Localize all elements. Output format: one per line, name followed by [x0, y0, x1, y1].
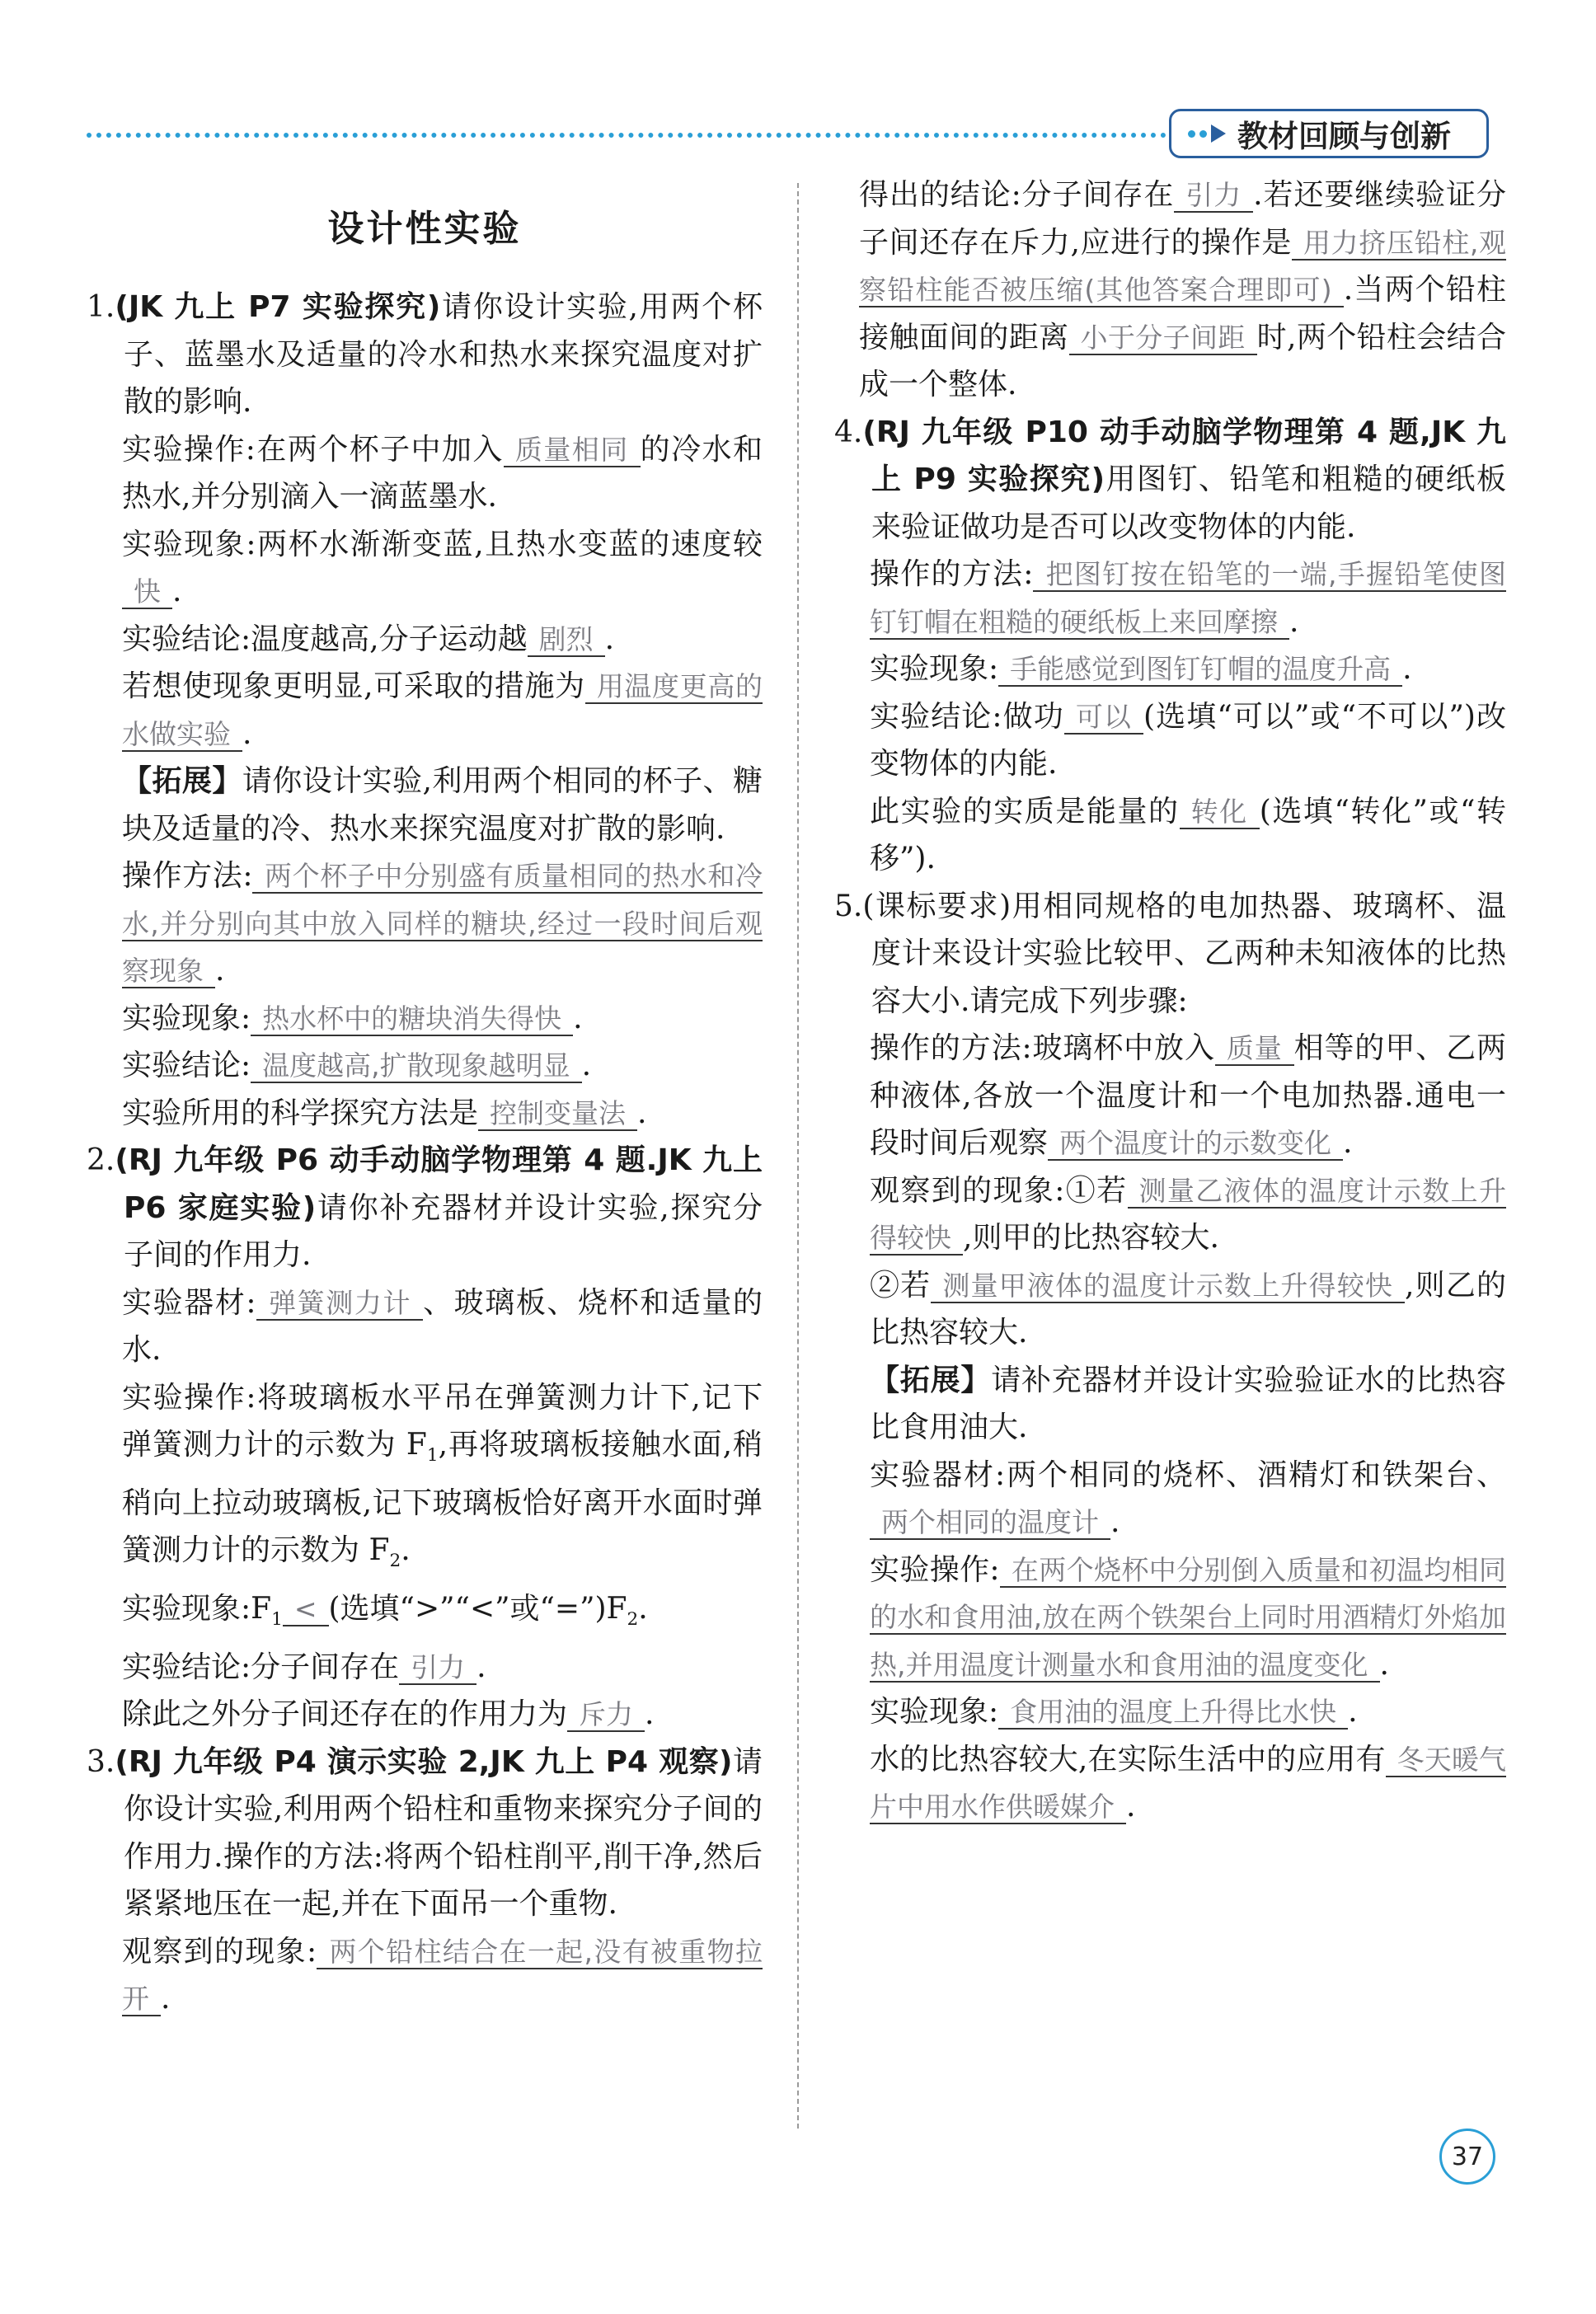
text: . [637, 1096, 647, 1130]
question-source: (课标要求) [862, 889, 1012, 923]
answer-blank: 引力 [399, 1651, 476, 1685]
text: .当两个铅柱接触面间的距离 [859, 273, 1506, 354]
section-tag [1169, 109, 1489, 158]
question-5 [834, 883, 1506, 1831]
text: 实验现象:F [122, 1591, 272, 1626]
text: 操作的方法:玻璃杯中放入 [870, 1031, 1215, 1065]
text: 的冷水和热水,并分别滴入一滴蓝墨水. [122, 432, 763, 514]
answer-blank: 冬天暖气片中用水作供暖媒介 [870, 1743, 1507, 1823]
text: . [161, 1982, 171, 2016]
text: 实验现象:两杯水渐渐变蓝,且热水变蓝的速度较 [122, 527, 763, 561]
answer-blank: 用温度更高的水做实验 [122, 670, 763, 750]
text: 、玻璃板、烧杯和适量的水. [122, 1285, 763, 1367]
answer-blank: 两个铅柱结合在一起,没有被重物拉开 [122, 1935, 763, 2016]
answer-blank: 质量相同 [504, 434, 641, 467]
answer-blank: 两个杯子中分别盛有质量相同的热水和冷水,并分别向其中放入同样的糖块,经过一段时间后观察现象 [122, 860, 763, 987]
subscript: 2 [627, 1609, 639, 1631]
question-number: 3. [87, 1744, 115, 1779]
text: 操作方法: [122, 859, 253, 893]
arrow-bullet-icon [1188, 124, 1226, 143]
text: (选填“转化”或“转移”). [870, 794, 1506, 875]
extension-label: 【拓展】 [870, 1363, 992, 1397]
text: ,则甲的比热容较大. [963, 1221, 1219, 1255]
question-stem: 用图钉、铅笔和粗糙的硬纸板来验证做功是否可以改变物体的内能. [871, 462, 1506, 544]
text: 实验操作: [870, 1552, 1000, 1587]
text: 水的比热容较大,在实际生活中的应用有 [870, 1742, 1386, 1777]
answer-blank: 测量乙液体的温度计示数上升得较快 [870, 1174, 1506, 1254]
text: . [242, 716, 252, 751]
text: (选填“可以”或“不可以”)改变物体的内能. [870, 699, 1506, 781]
question-stem: 请你设计实验,利用两个铅柱和重物来探究分子间的作用力.操作的方法:将两个铅柱削平,削干净,然后紧紧地压在一起,并在下面吊一个重物. [124, 1744, 763, 1922]
answer-blank: 两个温度计的示数变化 [1048, 1127, 1343, 1161]
text: . [604, 622, 615, 656]
text: 观察到的现象: [122, 1934, 317, 1969]
question-stem: 请你补充器材并设计实验,探究分子间的作用力. [124, 1190, 763, 1272]
text: 此实验的实质是能量的 [870, 794, 1180, 828]
page-number: 37 [1439, 2129, 1495, 2185]
text: 实验操作:将玻璃板水平吊在弹簧测力计下,记下弹簧测力计的示数为 F [122, 1380, 763, 1462]
page-title: 设计性实验 [327, 208, 522, 250]
answer-blank: 小于分子间距 [1069, 322, 1257, 355]
text: 若想使现象更明显,可采取的措施为 [122, 669, 585, 703]
text: 实验结论:温度越高,分子运动越 [122, 622, 528, 656]
text: 实验器材: [122, 1285, 256, 1320]
text: . [1348, 1695, 1358, 1729]
header-dotted-rule [87, 133, 1166, 138]
text: . [1289, 604, 1299, 639]
answer-blank: 转化 [1180, 796, 1260, 829]
text: . [638, 1591, 648, 1626]
question-stem: 用相同规格的电加热器、玻璃杯、温度计来设计实验比较甲、乙两种未知液体的比热容大小.请完成下列步骤: [871, 889, 1506, 1018]
question-source: (RJ 九年级 P10 动手动脑学物理第 4 题,JK 九上 P9 实验探究) [862, 415, 1506, 496]
answer-blank: 控制变量法 [478, 1097, 637, 1131]
text: 实验结论: [122, 1049, 251, 1082]
question-number: 5. [834, 889, 863, 923]
text: . [1126, 1790, 1136, 1824]
answer-blank: 测量甲液体的温度计示数上升得较快 [931, 1270, 1405, 1303]
left-column [87, 198, 763, 2023]
subscript: 1 [426, 1445, 439, 1467]
answer-blank: < [283, 1593, 329, 1626]
answer-blank: 食用油的温度上升得比水快 [998, 1696, 1348, 1730]
answer-blank: 手能感觉到图钉钉帽的温度升高 [998, 653, 1402, 687]
subscript: 1 [271, 1609, 283, 1631]
answer-blank: 可以 [1064, 701, 1143, 735]
text: 请补充器材并设计实验验证水的比热容比食用油大. [870, 1363, 1506, 1444]
column-divider [797, 183, 799, 2129]
text: . [1402, 652, 1412, 686]
answer-blank: 热水杯中的糖块消失得快 [251, 1002, 573, 1036]
question-4 [834, 409, 1506, 883]
answer-blank: 快 [122, 575, 172, 609]
answer-blank: 把图钉按在铅笔的一端,手握铅笔使图钉钉帽在粗糙的硬纸板上来回摩擦 [870, 558, 1506, 638]
text: ,则乙的比热容较大. [870, 1268, 1506, 1349]
text: . [581, 1049, 592, 1082]
text: ②若 [870, 1268, 932, 1303]
text: 实验现象: [122, 1001, 251, 1035]
text: . [215, 954, 225, 988]
text: . [1379, 1647, 1389, 1682]
text: . [645, 1697, 655, 1732]
question-3-continued [834, 171, 1506, 409]
subscript: 2 [389, 1551, 401, 1572]
question-source: (RJ 九年级 P6 动手动脑学物理第 4 题.JK 九上 P6 家庭实验) [115, 1143, 763, 1225]
question-number: 4. [834, 415, 863, 449]
question-2 [87, 1137, 763, 1739]
question-3-start [87, 1739, 763, 2023]
answer-blank: 温度越高,扩散现象越明显 [251, 1049, 582, 1083]
text: 实验结论:做功 [870, 699, 1064, 734]
text: 实验现象: [870, 652, 999, 686]
answer-blank: 质量 [1215, 1032, 1294, 1066]
text: 除此之外分子间还存在的作用力为 [122, 1697, 568, 1732]
answer-blank: 两个相同的温度计 [870, 1506, 1110, 1540]
text: 观察到的现象:①若 [870, 1173, 1128, 1208]
question-number: 1. [87, 290, 115, 324]
text: (选填“>”“<”或“=”)F [328, 1591, 627, 1626]
text: . [1110, 1505, 1120, 1539]
text: 实验现象: [870, 1695, 999, 1729]
extension-label: 【拓展】 [122, 764, 242, 798]
question-source: (JK 九上 P7 实验探究) [115, 290, 441, 324]
answer-blank: 用力挤压铅柱,观察铅柱能否被压缩(其他答案合理即可) [859, 226, 1506, 306]
text: . [1343, 1126, 1353, 1160]
answer-blank: 弹簧测力计 [256, 1287, 424, 1321]
text: 操作的方法: [870, 557, 1034, 591]
question-number: 2. [87, 1143, 115, 1177]
text: . [573, 1001, 583, 1035]
text: 实验结论:分子间存在 [122, 1650, 400, 1684]
answer-blank: 在两个烧杯中分别倒入质量和初温均相同的水和食用油,放在两个铁架台上同时用酒精灯外焰加热,并用温度计测量水和食用油的温度变化 [870, 1553, 1506, 1681]
text: 相等的甲、乙两种液体,各放一个温度计和一个电加热器.通电一段时间后观察 [870, 1031, 1506, 1160]
text: 实验操作:在两个杯子中加入 [122, 432, 504, 467]
question-source: (RJ 九年级 P4 演示实验 2,JK 九上 P4 观察) [115, 1744, 733, 1779]
answer-blank: 引力 [1174, 179, 1253, 213]
text: 实验所用的科学探究方法是 [122, 1096, 479, 1130]
question-1 [87, 284, 763, 1137]
question-stem: 请你设计实验,用两个杯子、蓝墨水及适量的冷水和热水来探究温度对扩散的影响. [124, 290, 763, 419]
text: 请你设计实验,利用两个相同的杯子、糖块及适量的冷、热水来探究温度对扩散的影响. [122, 764, 763, 846]
text: .若还要继续验证分子间还存在斥力,应进行的操作是 [859, 178, 1506, 260]
text: 得出的结论:分子间存在 [859, 178, 1175, 212]
right-column [834, 171, 1506, 1831]
section-tag-label: 教材回顾与创新 [1237, 119, 1451, 154]
answer-blank: 剧烈 [528, 623, 605, 657]
text: 时,两个铅柱会结合成一个整体. [859, 320, 1506, 401]
text: . [401, 1533, 411, 1568]
text: . [172, 575, 182, 608]
text: 实验器材:两个相同的烧杯、酒精灯和铁架台、 [870, 1457, 1506, 1492]
text: . [476, 1650, 486, 1684]
answer-blank: 斥力 [567, 1698, 645, 1732]
text: ,再将玻璃板接触水面,稍稍向上拉动玻璃板,记下玻璃板恰好离开水面时弹簧测力计的示数为 F [122, 1428, 763, 1568]
